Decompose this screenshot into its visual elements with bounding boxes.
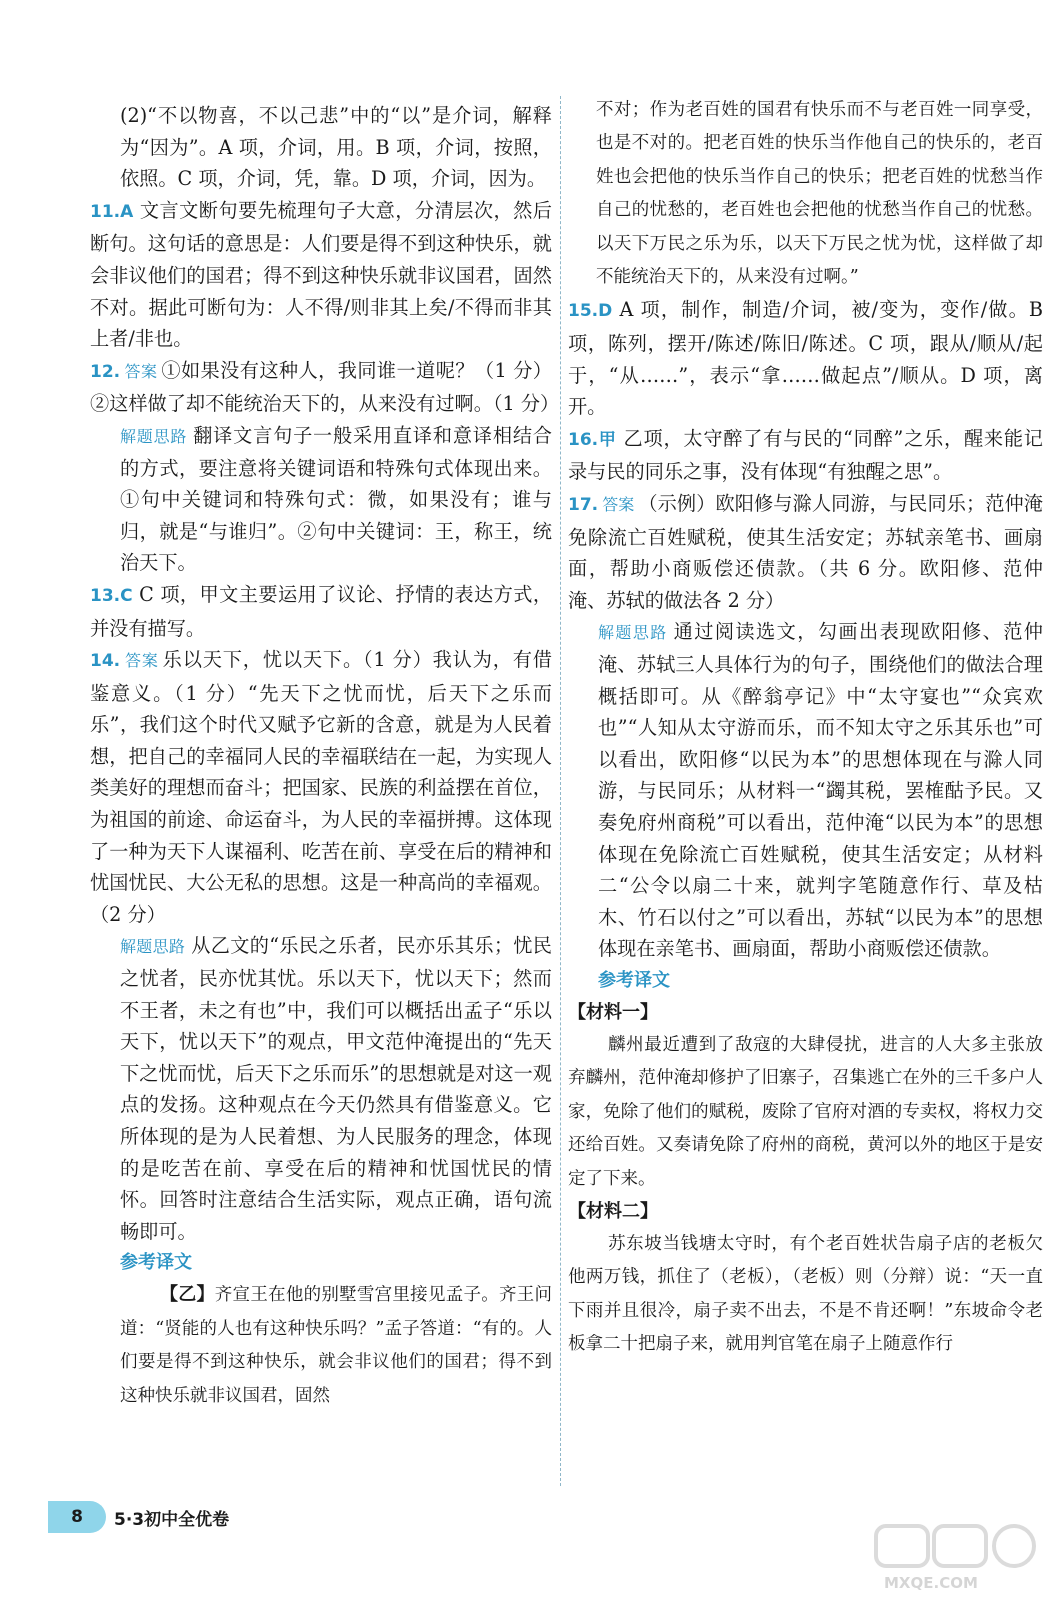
left-column <box>90 100 560 1413</box>
q12-explanation-text: 翻译文言句子一般采用直译和意译相结合的方式，要注意将关键词语和特殊句式体现出来。①句中关键词和特殊句式：微，如果没有；谁与归，就是“与谁归”。②句中关键词：王，称王，统治天下。 <box>120 423 552 575</box>
right-column <box>568 94 1043 1362</box>
q15-number: 15.D <box>568 301 613 322</box>
q16-item <box>568 423 1043 488</box>
q16-number: 16.甲 <box>568 429 617 450</box>
q10-continuation: (2)“不以物喜，不以己悲”中的“以”是介词，解释为“因为”。A 项，介词，用。B 项，介词，按照，依照。C 项，介词，凭，靠。D 项，介词，因为。 <box>120 104 552 191</box>
q17-explanation-text: 通过阅读选文，勾画出表现欧阳修、范仲淹、苏轼三人具体行为的句子，围绕他们的做法合理概括即可。从《醉翁亭记》中“太守宴也”“众宾欢也”“人知从太守游而乐，而不知太守之乐其乐也”可以看出，欧阳修“以民为本”的思想体现在与滁人同游，与民同乐；从材料一“蠲其税，罢榷酤予民。又奏免府州商税”可以看出，范仲淹“以民为本”的思想体现在免除流亡百姓赋税，使其生活安定；从材料二“公令以扇二十来，就判字笔随意作行、草及枯木、竹石以付之”可以看出，苏轼“以民为本”的思想体现在亲笔书、画扇面，帮助小商贩偿还债款。 <box>598 620 1043 961</box>
translation-block <box>120 1279 552 1413</box>
q13-item <box>90 579 552 644</box>
answer-tag: 答案 <box>124 361 158 381</box>
reference-translation-left <box>90 1247 552 1413</box>
analysis-label: 解题思路 <box>120 937 186 957</box>
yi-translation-cont <box>568 94 1043 294</box>
q12-answer: ①如果没有这种人，我同谁一道呢？（1 分）②这样做了却不能统治天下的，从来没有过啊。（1 分） <box>90 358 560 416</box>
watermark-text: MXQE.COM <box>884 1574 978 1592</box>
q14-number: 14. <box>90 651 121 672</box>
analysis-label: 解题思路 <box>598 623 668 643</box>
q14-explanation-text: 从乙文的“乐民之乐者，民亦乐其乐；忧民之忧者，民亦忧其忧。乐以天下，忧以天下；然而不王者，未之有也”中，我们可以概括出孟子“乐以天下，忧以天下”的观点，甲文范仲淹提出的“先天下之忧而忧，后天下之乐而乐”的思想就是对这一观点的发扬。这种观点在今天仍然具有借鉴意义。它所体现的是为人民着想、为人民服务的理念，体现的是吃苦在前、享受在后的精神和忧国忧民的情怀。回答时注意结合生活实际，观点正确，语句流畅即可。 <box>120 934 552 1243</box>
q16-text: 乙项，太守醉了有与民的“同醉”之乐，醒来能记录与民的同乐之事，没有体现“有独醒之思”。 <box>568 426 1043 484</box>
watermark-logo <box>874 1522 1044 1594</box>
q17-answer: （示例）欧阳修与滁人同游，与民同乐；范仲淹免除流亡百姓赋税，使其生活安定；苏轼亲笔书、画扇面，帮助小商贩偿还债款。（共 6 分。欧阳修、范仲淹、苏轼的做法各 2 分） <box>568 492 1043 612</box>
q12-explanation <box>90 420 552 579</box>
q14-item <box>90 644 552 930</box>
q12-item <box>90 355 560 420</box>
material-one-title: 【材料一】 <box>568 1001 658 1023</box>
yi-continuation: 不对；作为老百姓的国君有快乐而不与老百姓一同享受，也是不对的。把老百姓的快乐当作他自己的快乐的，老百姓也会把他的快乐当作自己的快乐；把老百姓的忧愁当作自己的忧愁的，老百姓也会把他的忧愁当作自己的忧愁。以天下万民之乐为乐，以天下万民之忧为忧，这样做了却不能统治天下的，从来没有过啊。” <box>596 100 1043 288</box>
q15-item <box>568 294 1043 422</box>
reference-title: 参考译文 <box>598 969 670 991</box>
q11-number: 11.A <box>90 201 134 222</box>
material-two-title: 【材料二】 <box>568 1200 658 1222</box>
q11-text: 文言文断句要先梳理句子大意，分清层次，然后断句。这句话的意思是：人们要是得不到这种快乐，就会非议他们的国君；得不到这种快乐就非议国君，固然不对。据此可断句为：人不得/则非其上矣/不得而非其上者/非也。 <box>90 198 552 351</box>
q14-explanation <box>90 930 552 1247</box>
yi-translation <box>120 1279 552 1413</box>
page-number: 8 <box>48 1501 106 1533</box>
answer-tag: 答案 <box>602 495 635 514</box>
answer-tag: 答案 <box>124 651 159 671</box>
yi-text: 齐宣王在他的别墅雪宫里接见孟子。齐王问道：“贤能的人也有这种快乐吗？”孟子答道：“有的。人们要是得不到这种快乐，就会非议他们的国君；得不到这种快乐就非议国君，固然 <box>120 1285 553 1406</box>
reference-translation-right <box>568 965 1043 997</box>
analysis-label: 解题思路 <box>120 426 188 446</box>
q17-explanation <box>568 616 1043 965</box>
reference-title: 参考译文 <box>120 1252 192 1274</box>
yi-label: 【乙】 <box>160 1284 215 1306</box>
q17-item <box>568 488 1043 616</box>
q14-answer: 乐以天下，忧以天下。（1 分）我认为，有借鉴意义。（1 分）“先天下之忧而忧，后天下之乐而乐”，我们这个时代又赋予它新的含意，就是为人民着想，把自己的幸福同人民的幸福联结在一起，为实现人类美好的理想而奋斗；把国家、民族的利益摆在首位，为祖国的前途、命运奋斗，为人民的幸福拼搏。这体现了一种为天下人谋福利、吃苦在前、享受在后的精神和忧国忧民、大公无私的思想。这是一种高尚的幸福观。（2 分） <box>90 648 552 926</box>
q13-number: 13.C <box>90 585 133 606</box>
material-one-text: 麟州最近遭到了敌寇的大肆侵扰，进言的人大多主张放弃麟州，范仲淹却修护了旧寨子，召集逃亡在外的三千多户人家，免除了他们的赋税，废除了官府对酒的专卖权，将权力交还给百姓。又奏请免除了府州的商税，黄河以外的地区于是安定了下来。 <box>568 1034 1043 1189</box>
page-footer <box>48 1500 229 1534</box>
q15-text: A 项，制作，制造/介词，被/变为，变作/做。B 项，陈列，摆开/陈述/陈旧/陈述。C 项，跟从/顺从/起于，“从……”，表示“拿……做起点”/顺从。D 项，离开。 <box>568 298 1043 419</box>
q12-number: 12. <box>90 361 121 382</box>
column-divider <box>560 96 561 1486</box>
q13-text: C 项，甲文主要运用了议论、抒情的表达方式，并没有描写。 <box>90 582 553 640</box>
materials-translation <box>568 997 1043 1362</box>
q11-item <box>90 195 552 355</box>
material-two-text: 苏东坡当钱塘太守时，有个老百姓状告扇子店的老板欠他两万钱，抓住了（老板），（老板）则（分辩）说：“天一直下雨并且很冷，扇子卖不出去，不是不肯还啊！”东坡命令老板拿二十把扇子来，就用判官笔在扇子上随意作行 <box>568 1233 1043 1355</box>
book-brand: 5·3初中全优卷 <box>114 1509 230 1530</box>
q17-number: 17. <box>568 495 599 515</box>
